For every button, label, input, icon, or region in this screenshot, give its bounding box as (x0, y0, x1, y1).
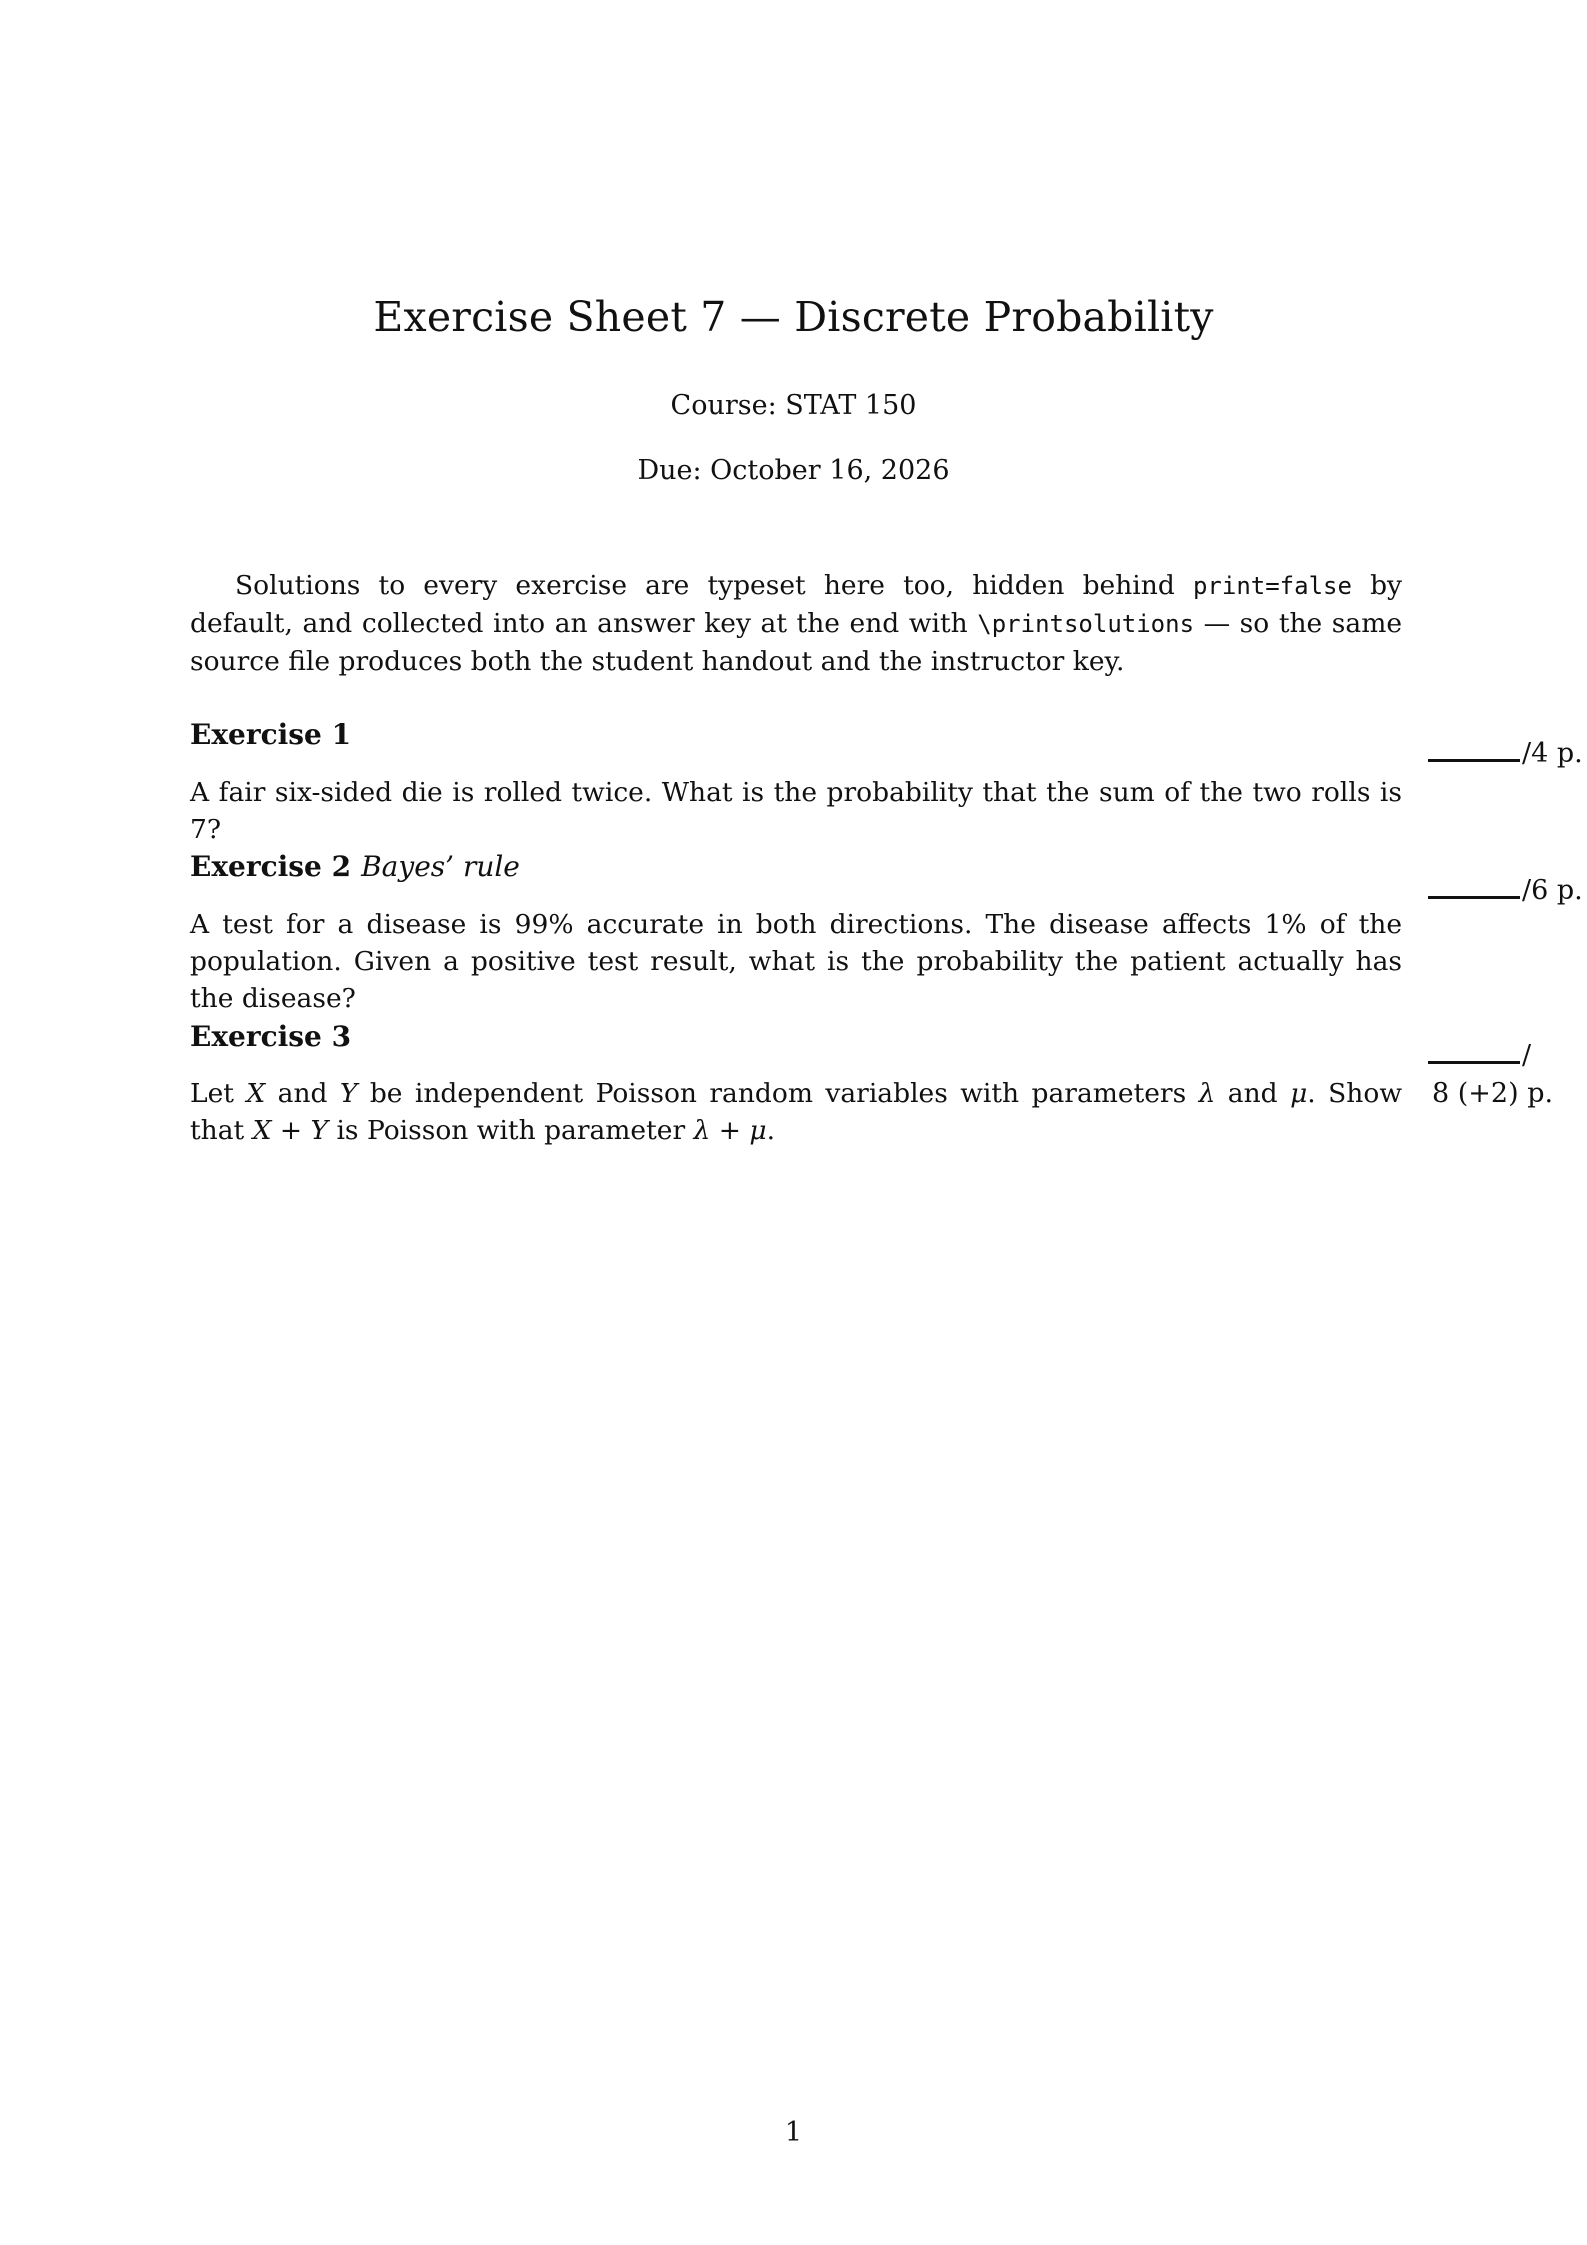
exercise-2-points (1428, 875, 1583, 906)
math-variable-x: X (246, 1078, 266, 1109)
intro-text-2: by default, and collected into an answer key at the end with (190, 570, 1403, 639)
exercise-3-text-5: . Show that (190, 1078, 1402, 1146)
exercise-2-title: Exercise 2 (190, 850, 352, 883)
intro-text-3: — so the same source file produces both the student handout and the instructor key. (190, 608, 1403, 677)
exercise-2-score-blank (1428, 895, 1520, 899)
exercise-3-heading (190, 1020, 351, 1053)
intro-code-print-false: print=false (1192, 572, 1352, 600)
exercise-1-text: A fair six-sided die is rolled twice. What is the probability that the sum of the two rolls is 7? (190, 777, 1402, 845)
exercise-3-points (1428, 1040, 1531, 1071)
exercise-1-points-label: /4 p. (1522, 738, 1583, 769)
exercise-3-text-2: and (265, 1078, 340, 1109)
exercise-2-text: A test for a disease is 99% accurate in both directions. The disease affects 1% of the population. Given a positive test result, what is the probability the patient actually has the disease? (190, 909, 1402, 1014)
exercise-3-text-6: is Poisson with parameter (328, 1115, 694, 1146)
intro-text-1: Solutions to every exercise are typeset here too, hidden behind (235, 570, 1193, 601)
due-date-line: Due: October 16, 2026 (637, 455, 950, 486)
math-sum-x-plus-y: X + Y (252, 1115, 329, 1146)
math-mu: μ (1290, 1078, 1308, 1109)
exercise-3-text (190, 1075, 1402, 1149)
exercise-1-points (1428, 738, 1583, 769)
intro-paragraph (190, 567, 1402, 680)
exercise-3-text-7: . (766, 1115, 776, 1146)
math-lambda-plus-mu: λ + μ (693, 1115, 767, 1146)
course-line: Course: STAT 150 (670, 390, 917, 421)
exercise-3-text-4: and (1215, 1078, 1291, 1109)
exercise-3-title: Exercise 3 (190, 1020, 352, 1053)
exercise-1-title: Exercise 1 (190, 718, 352, 751)
math-variable-y: Y (339, 1078, 358, 1109)
exercise-3-points-slash: / (1522, 1040, 1532, 1071)
exercise-3-points-value: 8 (+2) p. (1432, 1078, 1554, 1109)
exercise-2-subtitle: Bayes’ rule (361, 850, 520, 883)
exercise-1-heading (190, 718, 351, 751)
exercise-1-score-blank (1428, 758, 1520, 762)
intro-code-printsolutions: \printsolutions (977, 610, 1195, 638)
exercise-3-text-1: Let (190, 1078, 247, 1109)
exercise-2-points-label: /6 p. (1522, 875, 1583, 906)
page-number: 1 (784, 2117, 803, 2148)
math-lambda: λ (1198, 1078, 1216, 1109)
exercise-3-text-3: be independent Poisson random variables with parameters (357, 1078, 1199, 1109)
page-title: Exercise Sheet 7 — Discrete Probability (373, 293, 1214, 341)
exercise-2-heading (190, 850, 520, 883)
exercise-3-score-blank (1428, 1060, 1520, 1064)
